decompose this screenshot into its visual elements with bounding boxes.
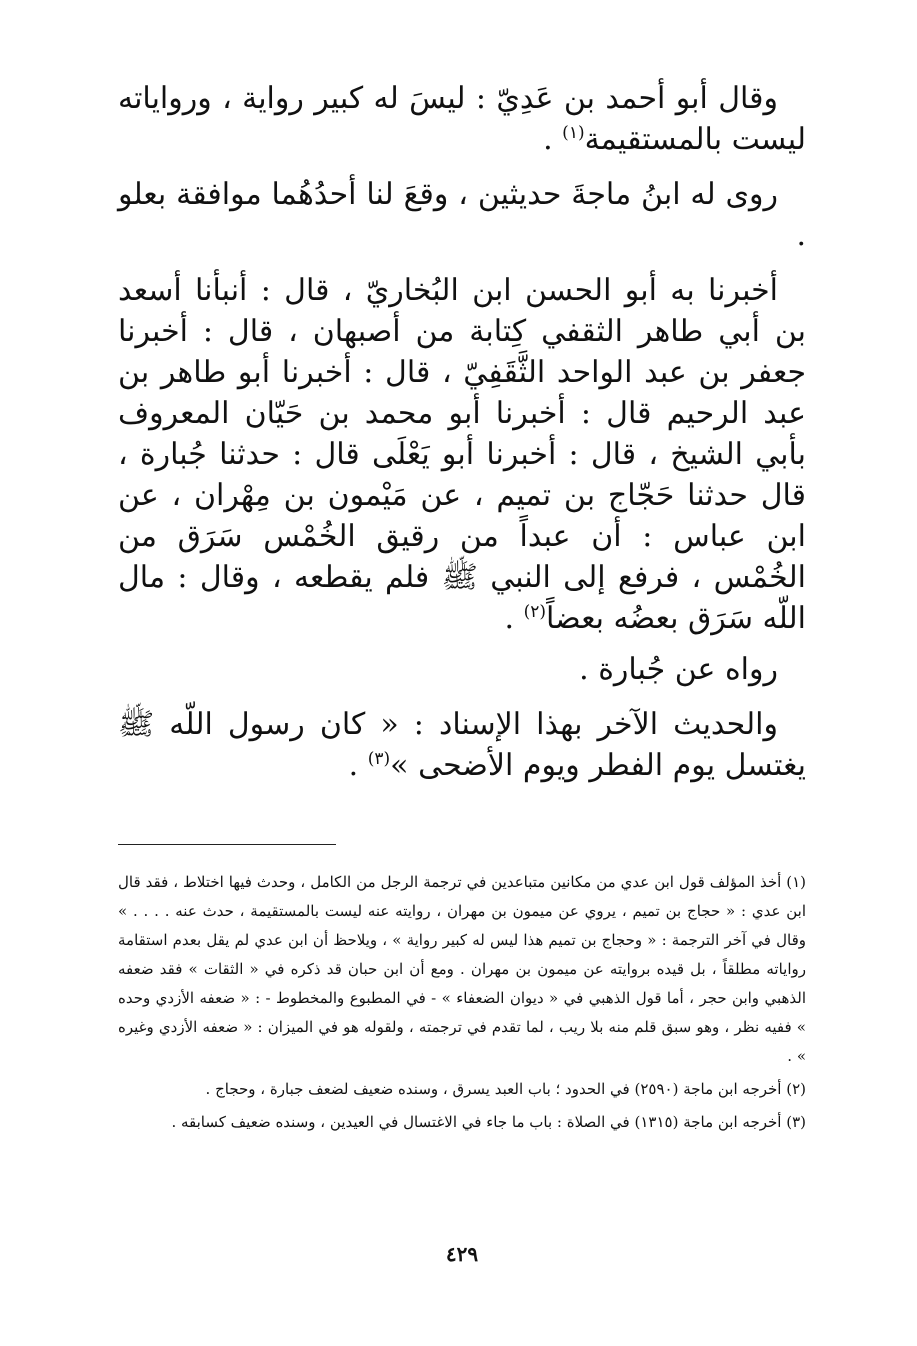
footnote-divider	[118, 844, 336, 845]
paragraph-3-end: .	[504, 601, 524, 636]
paragraph-3-text: أخبرنا به أبو الحسن ابن البُخاريّ ، قال : أنبأنا أسعد بن أبي طاهر الثقفي كِتابة من أصبهان ، قال : أخبرنا جعفر بن عبد الواحد الثَّقَفِيّ ، قال : أخبرنا أبو طاهر بن عبد الرحيم قال : أخبرنا أبو محمد بن حَيّان المعروف بأبي الشيخ ، قال : أخبرنا أبو يَعْلَى قال : حدثنا جُبارة ، قال حدثنا حَجّاج بن تميم ، عن مَيْمون بن مِهْران ، عن ابن عباس : أن عبداً من رقيق الخُمْس سَرَق من الخُمْس ، فرفع إلى النبي ﷺ فلم يقطعه ، وقال : مال اللّه سَرَق بعضُه بعضاً	[118, 273, 806, 636]
footnote-3: (٣) أخرجه ابن ماجة (١٣١٥) في الصلاة : باب ما جاء في الاغتسال في العيدين ، وسنده ضعيف كسابقه .	[171, 1113, 806, 1131]
paragraph-5	[118, 704, 806, 786]
page-number: ٤٢٩	[445, 1242, 479, 1266]
paragraph-2	[118, 174, 806, 256]
footnotes-section	[118, 868, 806, 1141]
paragraph-1-text: وقال أبو أحمد بن عَدِيّ : ليسَ له كبير رواية ، ورواياته ليست بالمستقيمة	[118, 81, 806, 157]
footnote-1: (١) أخذ المؤلف قول ابن عدي من مكانين متباعدين في ترجمة الرجل من الكامل ، وحدث فيها اختلاط ، فقد قال ابن عدي : « حجاج بن تميم ، يروي عن ميمون بن مهران ، روايته عنه ليست بالمستقيمة ، حدث عنه . . . . » وقال في آخر الترجمة : « وحجاج بن تميم هذا ليس له كبير رواية » ، ويلاحظ أن ابن عدي لم يقل بعدم استقامة رواياته مطلقاً ، بل قيده بروايته عن ميمون بن مهران . ومع أن ابن حبان قد ذكره في « الثقات » فقد ضعفه الذهبي وابن حجر ، أما قول الذهبي في « ديوان الضعفاء » - في المطبوع والمخطوط - : « ضعفه الأزدي وحده » ففيه نظر ، وهو سبق قلم منه بلا ريب ، لما تقدم في ترجمته ، ولقوله هو في الميزان : « ضعفه الأزدي وغيره » .	[118, 873, 806, 1065]
paragraph-1-end: .	[543, 122, 563, 157]
paragraph-4-text: رواه عن جُبارة .	[579, 652, 778, 687]
paragraph-4	[118, 649, 806, 690]
footnote-ref-1[interactable]: (١)	[562, 123, 585, 143]
paragraph-5-end: .	[348, 748, 368, 783]
paragraph-2-text: روى له ابنُ ماجةَ حديثين ، وقعَ لنا أحدُهُما موافقة بعلو .	[118, 177, 806, 253]
footnote-ref-2[interactable]: (٢)	[523, 602, 547, 622]
paragraph-3	[118, 270, 806, 639]
main-text	[118, 78, 806, 786]
footnote-2: (٢) أخرجه ابن ماجة (٢٥٩٠) في الحدود ؛ باب العبد يسرق ، وسنده ضعيف لضعف جبارة ، وحجاج .	[205, 1080, 806, 1098]
paragraph-1	[118, 78, 806, 160]
paragraph-5-text: والحديث الآخر بهذا الإسناد : « كان رسول اللّه ﷺ يغتسل يوم الفطر ويوم الأضحى »	[118, 707, 806, 783]
book-page	[118, 78, 806, 1328]
footnote-ref-3[interactable]: (٣)	[367, 749, 391, 769]
